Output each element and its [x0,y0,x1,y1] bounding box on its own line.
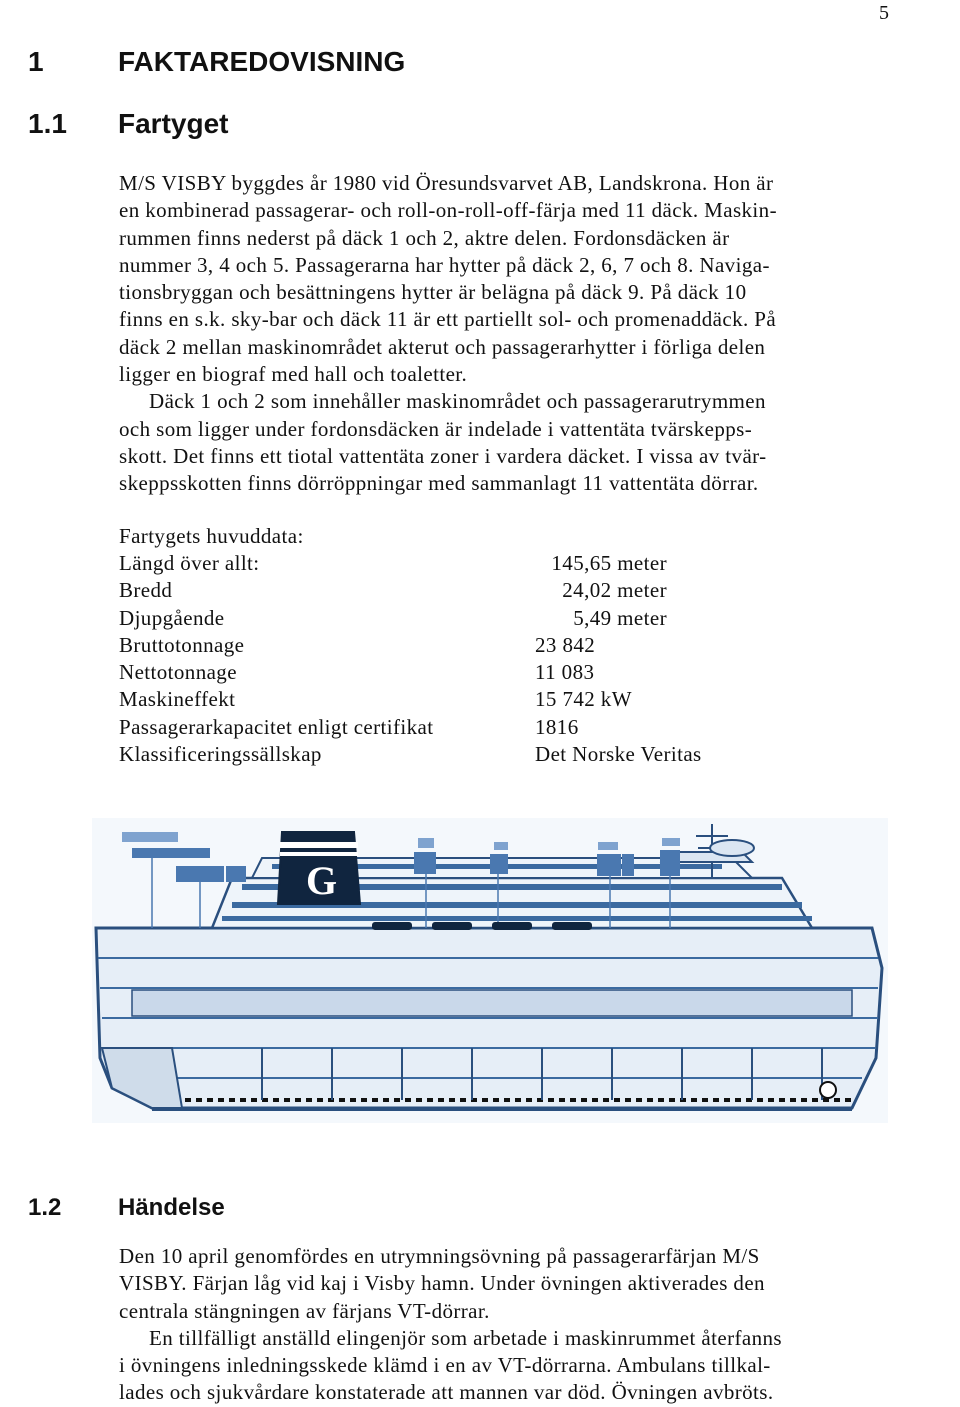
text-line: rummen finns nederst på däck 1 och 2, aktre delen. Fordonsdäcken är [119,225,730,250]
funnel-logo-letter: G [306,858,338,903]
spec-value: 5,49 meter [573,605,667,630]
text-line: tionsbryggan och besättningens hytter är belägna på däck 9. På däck 10 [119,280,747,305]
spec-label: Maskineffekt [119,687,236,712]
spec-label: Nettotonnage [119,660,237,685]
text-line: Den 10 april genomfördes en utrymningsövning på passagerarfärjan M/S [119,1244,760,1268]
spec-label: Klassificeringssällskap [119,742,322,767]
spec-label: Passagerarkapacitet enligt certifikat [119,714,434,739]
text-line: nummer 3, 4 och 5. Passagerarna har hytter på däck 2, 6, 7 och 8. Naviga- [119,252,770,277]
heading-faktaredovisning [28,46,405,78]
event-description [119,1243,879,1407]
text-line: En tillfälligt anställd elingenjör som arbetade i maskinrummet återfanns [149,1325,782,1350]
ship-description [119,170,879,498]
paragraph [119,388,879,497]
ship-profile-drawing [92,818,888,1123]
spec-row [119,578,879,605]
heading-title: Fartyget [118,108,229,139]
text-line: en kombinerad passagerar- och roll-on-roll-off-färja med 11 däck. Maskin- [119,198,777,223]
heading-title: Händelse [118,1194,225,1221]
heading-fartyget [28,108,228,140]
heading-title: FAKTAREDOVISNING [118,46,406,77]
heading-handelse [28,1194,225,1222]
spec-value: 24,02 meter [562,578,667,603]
spec-label: Bredd [119,578,173,603]
spec-row [119,660,879,687]
heading-number: 1.2 [28,1194,62,1221]
spec-value: 23 842 [535,632,596,657]
paragraph [119,1243,879,1325]
spec-row [119,633,879,660]
specs-title: Fartygets huvuddata: [119,524,304,548]
page-number: 5 [879,2,889,24]
spec-label: Längd över allt: [119,551,260,575]
spec-value: 11 083 [535,660,595,685]
specs-table [119,551,879,769]
heading-number: 1 [28,46,44,77]
text-line: däck 2 mellan maskinområdet akterut och passagerarhytter i förliga delen [119,334,766,359]
spec-row [119,715,879,742]
spec-row [119,606,879,633]
text-line: finns en s.k. sky-bar och däck 11 är ett partiellt sol- och promenaddäck. På [119,307,777,332]
text-line: och som ligger under fordonsdäcken är indelade i vattentäta tvärskepps- [119,416,753,441]
text-line: skeppsskotten finns dörröppningar med sammanlagt 11 vattentäta dörrar. [119,471,759,496]
spec-value: 1816 [535,714,579,739]
spec-row [119,687,879,714]
text-line: ligger en biograf med hall och toaletter. [119,362,468,387]
spec-row [119,551,879,578]
spec-label: Bruttotonnage [119,632,245,657]
paragraph [119,1325,879,1407]
text-line: lades och sjukvårdare konstaterade att mannen var död. Övningen avbröts. [119,1380,774,1405]
spec-value: 145,65 meter [551,551,667,575]
text-line: VISBY. Färjan låg vid kaj i Visby hamn. Under övningen aktiverades den [119,1271,765,1296]
spec-row [119,742,879,769]
spec-label: Djupgående [119,605,225,630]
text-line: skott. Det finns ett tiotal vattentäta zoner i vardera däcket. I vissa av tvär- [119,443,767,468]
text-line: i övningens inledningsskede klämd i en av VT-dörrarna. Ambulans tillkal- [119,1353,771,1378]
spec-value: 15 742 kW [535,687,632,712]
text-line: centrala stängningen av färjans VT-dörrar. [119,1298,490,1323]
text-line: M/S VISBY byggdes år 1980 vid Öresundsvarvet AB, Landskrona. Hon är [119,171,774,195]
spec-value: Det Norske Veritas [535,742,702,767]
text-line: Däck 1 och 2 som innehåller maskinområdet och passagerarutrymmen [149,389,766,414]
paragraph [119,170,879,388]
heading-number: 1.1 [28,108,67,139]
